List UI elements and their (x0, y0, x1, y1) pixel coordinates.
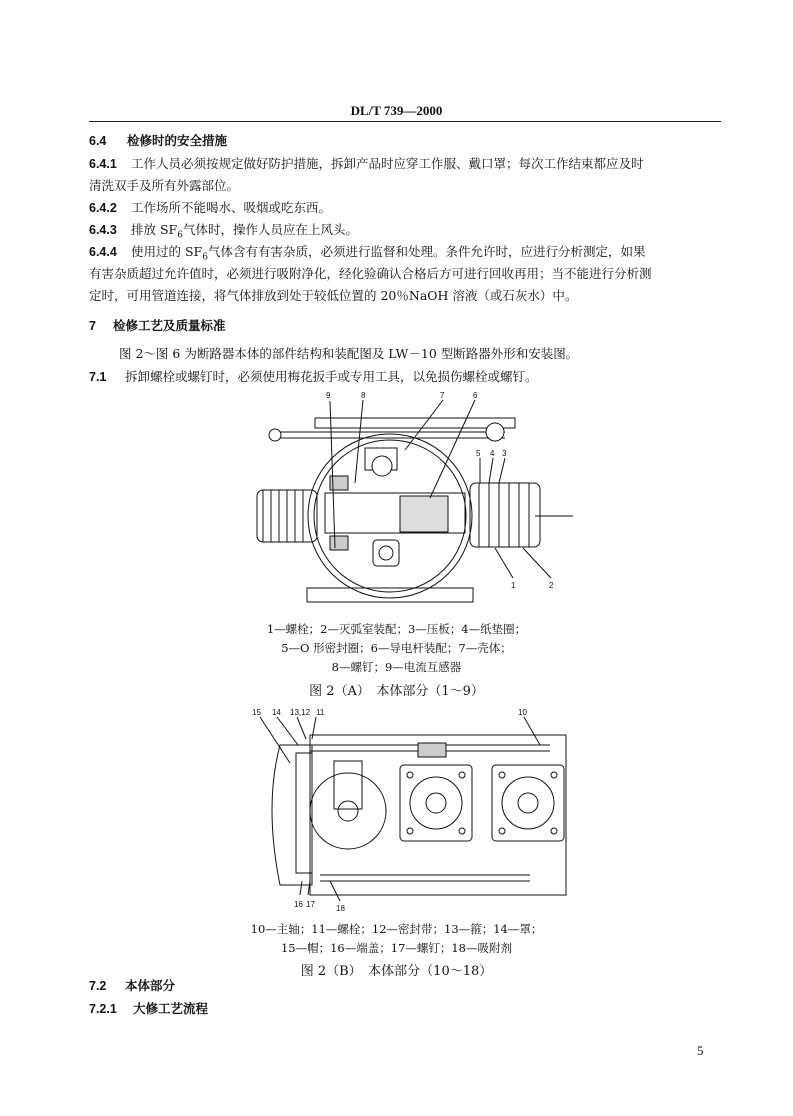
para-6-4-2: 6.4.2 工作场所不能喝水、吸烟或吃东西。 (89, 200, 332, 215)
fig-a-label-1: 1 (511, 581, 516, 590)
para-6-4-4-line3: 定时，可用管道连接，将气体排放到处于较低位置的 20％NaOH 溶液（或石灰水）中。 (89, 288, 578, 303)
para-6-4-3: 6.4.3 排放 $SF_6$气体时，操作人员应在上风头。 (89, 222, 358, 241)
fig-b-label-16: 16 (294, 900, 303, 909)
fig-b-label-13-12: 13,12 (290, 708, 311, 717)
para-intro: 图 2～图 6 为断路器本体的部件结构和装配图及 LW－10 型断路器外形和安装图。 (119, 346, 579, 361)
fig-a-label-7: 7 (440, 391, 445, 400)
para-6-4-1-cont: 清洗双手及所有外露部位。 (89, 178, 240, 193)
fig-a-caption-3: 8—螺钉；9—电流互感器 (331, 660, 462, 674)
page-number: 5 (697, 1043, 704, 1058)
fig-b-label-18: 18 (336, 904, 345, 913)
fig-a-label-5: 5 (476, 449, 481, 458)
fig-a-label-8: 8 (361, 391, 366, 400)
fig-b-label-14: 14 (272, 708, 281, 717)
fig-b-label-10: 10 (518, 708, 527, 717)
fig-b-label-15: 15 (252, 708, 261, 717)
fig-b-caption-1: 10—主轴；11—螺栓；12—密封带；13—箍；14—罩； (250, 922, 543, 936)
para-6-4-1: 6.4.1 工作人员必须按规定做好防护措施，拆卸产品时应穿工作服、戴口罩；每次工作结束都应及时 (89, 156, 644, 171)
fig-a-caption-2: 5—O 形密封圈；6—导电杆装配；7—壳体； (281, 641, 512, 655)
fig-b-title: 图 2（B） 本体部分（10～18） (300, 964, 493, 979)
fig-a-label-3: 3 (502, 449, 507, 458)
fig-a-label-4: 4 (490, 449, 495, 458)
fig-a-label-2: 2 (549, 581, 554, 590)
fig-a-label-6: 6 (473, 391, 478, 400)
para-7-1: 7.1 拆卸螺栓或螺钉时，必须使用梅花扳手或专用工具，以免损伤螺栓或螺钉。 (89, 369, 538, 384)
figure-2a-drawing (255, 388, 575, 610)
figure-2b-drawing (250, 705, 570, 915)
fig-a-label-9: 9 (326, 391, 331, 400)
heading-7: 7 检修工艺及质量标准 (89, 318, 226, 333)
heading-7-2: 7.2 本体部分 (89, 978, 176, 993)
fig-b-caption-2: 15—帽；16—端盖；17—螺钉；18—吸附剂 (280, 941, 513, 955)
heading-7-2-1: 7.2.1 大修工艺流程 (89, 1001, 209, 1016)
fig-b-label-17: 17 (306, 900, 315, 909)
running-header: DL/T 739—2000 (350, 103, 443, 118)
para-6-4-4: 6.4.4 使用过的 $SF_6$气体含有有害杂质，必须进行监督和处理。条件允许时，应进行分析测定，如果 (89, 244, 646, 263)
fig-b-label-11: 11 (316, 708, 325, 717)
para-6-4-4-line2: 有害杂质超过允许值时，必须进行吸附净化，经化验确认合格后方可进行回收再用；当不能进行分析测 (89, 266, 652, 281)
heading-6-4: 6.4 检修时的安全措施 (89, 133, 228, 148)
fig-a-caption-1: 1—螺栓；2—灭弧室装配；3—压板；4—纸垫圈； (266, 622, 527, 636)
fig-a-title: 图 2（A） 本体部分（1～9） (309, 684, 484, 699)
header-rule (89, 121, 721, 122)
